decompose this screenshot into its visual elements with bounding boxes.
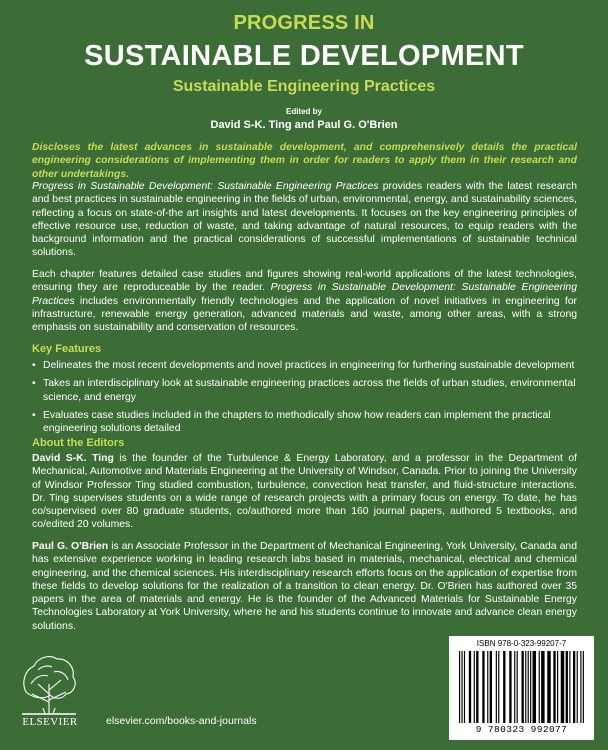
list-item-text: Evaluates case studies included in the chapters to methodically show how readers can implement the practical engineering solutions detailed bbox=[43, 409, 551, 435]
barcode-bar bbox=[525, 651, 526, 723]
book-title-italic: Progress in Sustainable Development: Sustainable Engineering Practices bbox=[32, 282, 577, 307]
paragraph-text: provides readers with the latest research and best practices in sustainable engineering in the fields of urban, environmental, energy, and sustainability sciences, reflecting a focus on state-of-the art insights and latest developments. It focuses on the key engineering principles of effective resource use, reduction of waste, and taking advantage of natural resources, to equip readers with the background information and the practical considerations of successful implementations of sustainable technical solutions. bbox=[32, 181, 577, 259]
barcode-bar bbox=[474, 651, 475, 723]
editor-name: David S-K. Ting bbox=[32, 453, 114, 464]
description-paragraph-1 bbox=[32, 180, 577, 260]
list-item bbox=[32, 377, 577, 404]
barcode-icon bbox=[459, 651, 584, 725]
description-paragraph-2 bbox=[32, 268, 577, 334]
paragraph-text: Each chapter features detailed case studies and figures showing real-world applications of the latest technologies, ensuring they are reproduceable by the reader. bbox=[32, 269, 577, 294]
bullet: • bbox=[32, 360, 36, 371]
barcode-bar bbox=[569, 651, 570, 723]
bio-text: is the founder of the Turbulence & Energy Laboratory, and a professor in the Department of Mechanical, Automotive and Materials Engineering at the University of Windsor, Canada. Prior to joining the University of Windsor Professor Ting studied combustion, turbulence, convection heat transfer, and fluid-structure interactions. Dr. Ting supervises students on a wide range of research projects with a primary focus on energy. To date, he has co/supervised over 80 graduate students, co/authored more than 160 journal papers, authored 5 textbooks, and co/edited 20 volumes. bbox=[32, 453, 577, 531]
edited-by-label: Edited by bbox=[285, 107, 322, 116]
key-features-list bbox=[32, 359, 577, 440]
book-subtitle: Sustainable Engineering Practices bbox=[172, 78, 436, 95]
barcode-bar bbox=[528, 651, 529, 723]
barcode-bar bbox=[573, 651, 575, 723]
barcode-bar bbox=[583, 651, 584, 723]
barcode-bar bbox=[541, 651, 544, 723]
list-item bbox=[32, 359, 577, 372]
barcode-bar bbox=[539, 651, 540, 723]
barcode-bar bbox=[461, 651, 462, 723]
bio-text: is an Associate Professor in the Department of Mechanical Engineering, York University, Canada and has extensive experience working in leading research labs based in materials, mechanical, electrical and chemical engineering, and the chemical sciences. His interdisciplinary research efforts focus on the application of expertise from these fields to develop solutions for the realization of a transition to clean energy. Dr. O'Brien has authored over 35 papers in the area of materials and energy. He is the founder of the Advanced Materials for Sustainable Energy Technologies Laboratory at York University, where he and his students continue to innovate and advance clean energy solutions. bbox=[32, 541, 577, 632]
list-item-text: Delineates the most recent developments and novel practices in engineering for furthering sustainable development bbox=[43, 360, 575, 371]
editor-bio-2 bbox=[32, 540, 577, 633]
bullet: • bbox=[32, 378, 36, 390]
isbn-label: ISBN 978-0-323-99207-7 bbox=[476, 639, 567, 648]
key-features-heading: Key Features bbox=[32, 343, 102, 355]
barcode-bar bbox=[566, 651, 568, 723]
barcode-bar bbox=[522, 651, 524, 723]
barcode-bar bbox=[490, 651, 492, 723]
paragraph-text: includes environmentally friendly technologies and the application of novel initiatives in engineering for infrastructure, renewable energy generation, advanced materials and waste, among other areas, with a strong emphasis on sustainability and conservation of resources. bbox=[32, 295, 577, 334]
list-item bbox=[32, 409, 577, 436]
barcode-bar bbox=[469, 651, 471, 723]
series-label: PROGRESS IN bbox=[233, 12, 375, 34]
bullet: • bbox=[32, 409, 36, 421]
list-item-text: Takes an interdisciplinary look at sustainable engineering practices across the fields of urban studies, environmental science, and energy bbox=[43, 378, 576, 403]
barcode-bar bbox=[464, 651, 465, 723]
barcode-bar bbox=[533, 651, 536, 723]
barcode-bar bbox=[561, 651, 564, 723]
barcode-panel bbox=[449, 636, 594, 740]
barcode-bar bbox=[517, 651, 518, 723]
barcode-bar bbox=[553, 651, 555, 723]
book-title: SUSTAINABLE DEVELOPMENT bbox=[84, 40, 524, 72]
barcode-bar bbox=[496, 651, 497, 723]
lead-blurb: Discloses the latest advances in sustainable development, and comprehensively details the practical engineering considerations of implementing them in order for readers to apply them in their research and other undertakings. bbox=[32, 142, 577, 180]
barcode-bar bbox=[503, 651, 505, 723]
barcode-bar bbox=[487, 651, 488, 723]
barcode-bar bbox=[459, 651, 460, 723]
book-title-italic: Progress in Sustainable Development: Sustainable Engineering Practices bbox=[32, 181, 379, 192]
barcode-bar bbox=[580, 651, 581, 723]
publisher-website-link[interactable]: elsevier.com/books-and-journals bbox=[106, 715, 257, 727]
editor-name: Paul G. O'Brien bbox=[32, 541, 109, 552]
editor-bio-1 bbox=[32, 452, 577, 532]
publisher-name: ELSEVIER bbox=[22, 716, 78, 728]
barcode-bar bbox=[482, 651, 484, 723]
barcode-bar bbox=[577, 651, 578, 723]
about-editors-heading: About the Editors bbox=[32, 437, 125, 449]
barcode-digits: 9 780323 992077 bbox=[475, 724, 568, 735]
barcode-bar bbox=[547, 651, 550, 723]
barcode-bar bbox=[498, 651, 499, 723]
barcode-bar bbox=[476, 651, 478, 723]
barcode-bar bbox=[557, 651, 558, 723]
editors-line: David S-K. Ting and Paul G. O'Brien bbox=[210, 119, 398, 131]
elsevier-tree-logo-icon bbox=[18, 650, 80, 716]
barcode-bar bbox=[514, 651, 515, 723]
barcode-bar bbox=[509, 651, 511, 723]
barcode-bar bbox=[530, 651, 531, 723]
